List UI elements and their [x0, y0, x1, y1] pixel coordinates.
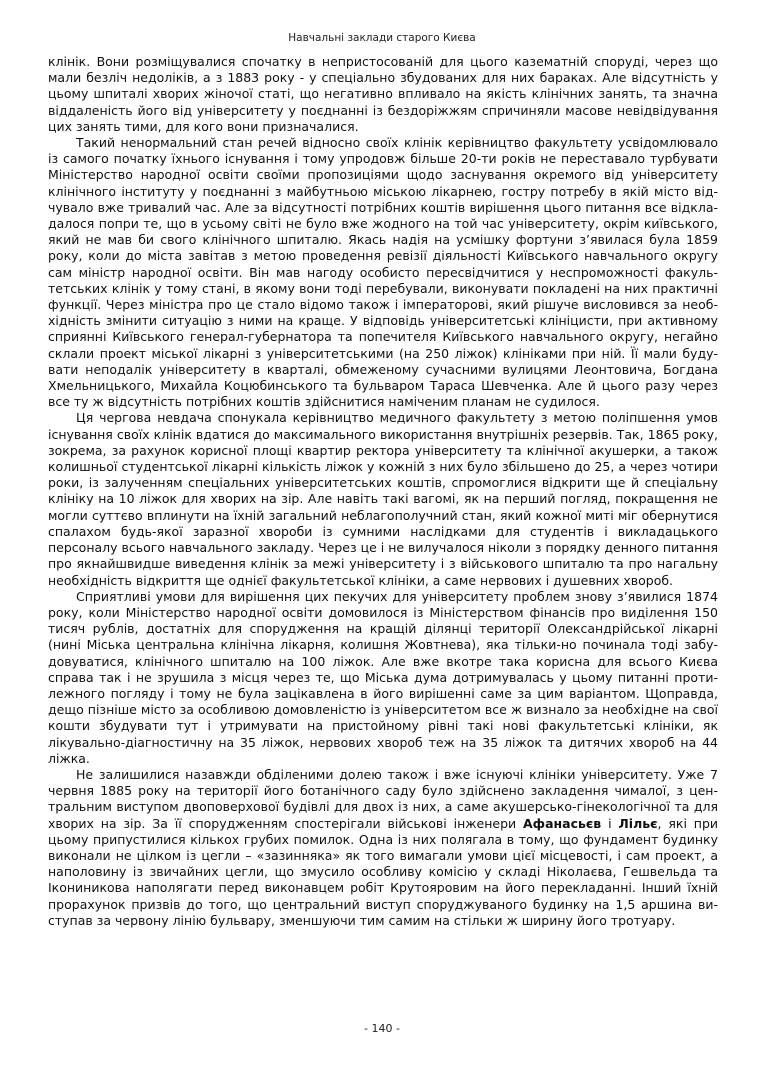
- engineer-name: Афанасьєв: [523, 815, 602, 831]
- body-text: [48, 54, 718, 929]
- paragraph-text: , які при цьому припустилися кількох грубих помилок. Одна із них полягала в тому, що фундамент будинку виконали не цілком із цегли – «зазинняка» як того вимагали умови цієї місцевості, і сам проект, а наполовину із звичайних цегли, що змусило особливу комісію у складі Ніколаєва, Гешвельда та Ікониникова наполягати перед виконавцем робіт Крутояровим на його перекладанні. Інший їхній прорахунок призвів до того, що центральний виступ споруджуваного будинку на 1,5 аршина виступав за червону лінію бульвару, зменшуючи тим самим на стільки ж ширину його тротуару.: [48, 815, 719, 928]
- running-header: Навчальні заклади старого Києва: [288, 32, 476, 44]
- paragraph: клінік. Вони розміщувалися спочатку в непристосованій для цього казематній споруді, через що мали безліч недоліків, а з 1883 року - у спеціально збудованих для них бараках. Але відсутність у цьому шпиталі хворих жіночої статі, що негативно впливало на якість клінічних занять, та значна віддаленість його від університету у поєднанні із бездоріжжям спричиняли масове невідвідування цих занять тими, для кого вони призначалися.: [48, 54, 718, 134]
- paragraph: Такий ненормальний стан речей відносно своїх клінік керівництво факультету усвідомлювало із самого початку їхнього існування і тому упродовж більше 20-ти років не переставало турбувати Міністерство народної освіти своїми пропозиціями щодо заснування окремого від університету клінічного інституту у поєднанні з майбутньою міською лікарнею, гостру потребу в якій місто відчувало вже тривалий час. Але за відсутності потрібних коштів вирішення цього питання все відкладалося попри те, що в усьому світі не було вже жодного на той час університету, окрім київського, який не мав би свого клінічного шпиталю. Якась надія на усмішку фортуни з’явилася була 1859 року, коли до міста завітав з метою проведення ревізії діяльності Київського навчального округу сам міністр народної освіти. Він мав нагоду особисто пересвідчитися у неспроможності факультетських клінік у тому стані, в якому вони тоді перебували, виконувати покладені на них практичні функції. Через міністра про це стало відомо також і імператорові, який рішуче висловився за необхідність змінити ситуацію з ними на краще. У відповідь університетські клініцисти, при активному сприянні Київського генерал-губернатора та попечителя Київського навчального округу, негайно склали проект міської лікарні з університетськими (на 250 ліжок) клініками при ній. Її мали будувати неподалік університету в кварталі, обмеженому сучасними вулицями Леонтовича, Богдана Хмельницького, Михайла Коцюбинського та бульваром Тараса Шевченка. Але й цього разу через все ту ж відсутність потрібних коштів здійснитися наміченим планам не судилося.: [48, 135, 718, 410]
- page-number: - 140 -: [364, 1022, 400, 1035]
- engineer-name: Лільє: [618, 815, 658, 831]
- conjunction: і: [601, 815, 619, 831]
- paragraph: Ця чергова невдача спонукала керівництво медичного факультету з метою поліпшення умов існування своїх клінік вдатися до максимального використання внутрішніх резервів. Так, 1865 року, зокрема, за рахунок корисної площі квартир ректора університету та клінічної акушерки, а також колишньої студентської лікарні кількість ліжок у кожній з них було збільшено до 25, а через чотири роки, із залученням спеціальних університетських коштів, спромоглися відкрити ще й спеціальну клініку на 10 ліжок для хворих на зір. Але навіть такі вагомі, як на перший погляд, покращення не могли суттєво вплинути на їхній загальний неблагополучний стан, який кожної миті міг обернутися спалахом будь-якої заразної хвороби із сумними наслідками для студентів і викладацького персоналу всього навчального закладу. Через це і не вилучалося ніколи з порядку денного питання про якнайшвидше виведення клінік за межі університету і з військового шпиталю та про нагальну необхідність відкриття ще однієї факультетської клініки, а саме нервових і душевних хвороб.: [48, 410, 718, 588]
- paragraph: [48, 767, 718, 929]
- paragraph-text: Не залишилися назавжди обділеними долею також і вже існуючі клініки університету. Уже 7 червня 1885 року на території його ботанічного саду було здійснено закладення чималої, з центральним виступом двоповерхової будівлі для двох із них, а саме акушерсько-гінекологічної та для хворих на зір. За її спорудженням спостерігали військові інженери: [48, 766, 718, 831]
- paragraph: Сприятливі умови для вирішення цих пекучих для університету проблем знову з’явилися 1874 року, коли Міністерство народної освіти домовилося із Міністерством фінансів про виділення 150 тисяч рублів, достатніх для спорудження на кращій ділянці території Олександрійської лікарні (нині Міська центральна клінічна лікарня, колишня Жовтнева), яка тільки-но починала тоді забудовуватися, клінічного шпиталю на 100 ліжок. Але вже вкотре така корисна для всього Києва справа так і не зрушила з місця через те, що Міська дума дотримувалась у цьому питанні протилежного погляду і тому не була зацікавлена в його вирішенні саме за цим варіантом. Щоправда, дещо пізніше місто за особливою домовленістю із університетом все ж визнало за необхідне на свої кошти збудувати тут і утримувати на пристойному рівні такі нові факультетські клініки, як лікувально-діагностичну на 35 ліжок, нервових хвороб теж на 35 ліжок та дитячих хвороб на 44 ліжка.: [48, 588, 718, 766]
